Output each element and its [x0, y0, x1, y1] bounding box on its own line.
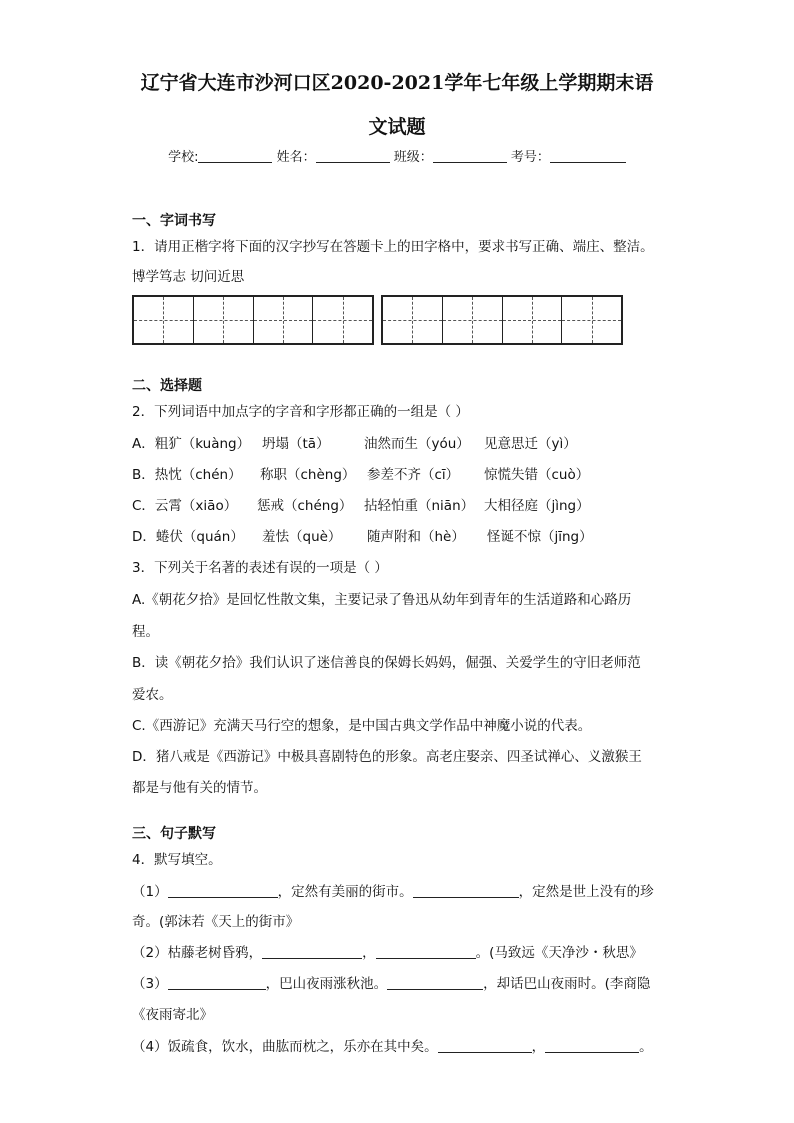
- q4-3-end: ，却话巴山夜雨时。(李商隐: [483, 976, 651, 992]
- q4-item-3-cont: 《夜雨寄北》: [132, 1007, 213, 1023]
- doc-title-line2: 文试题: [368, 116, 426, 138]
- q2-option-item: 惩戒（chéng）: [257, 498, 353, 514]
- section2-heading: 二、选择题: [132, 378, 202, 394]
- q2-option-item: C．云霄（xiāo）: [132, 498, 238, 514]
- q4-1-prefix: （1）: [132, 884, 168, 900]
- fill-blank[interactable]: [545, 1038, 639, 1053]
- q3-option-a-line2: 程。: [132, 624, 159, 640]
- q2-text: 2．下列词语中加点字的字音和字形都正确的一组是（ ）: [132, 404, 469, 420]
- q4-2-mid: ，: [362, 945, 376, 961]
- q3-text: 3．下列关于名著的表述有误的一项是（ ）: [132, 560, 388, 576]
- q4-1-mid: ，定然有美丽的街市。: [277, 884, 413, 900]
- q3-option-d-line1[interactable]: D．猪八戒是《西游记》中极具喜剧特色的形象。高老庄娶亲、四圣试禅心、义激猴王: [132, 749, 642, 765]
- section1-heading: 一、字词书写: [132, 213, 216, 229]
- name-blank[interactable]: [316, 148, 390, 163]
- section3-heading: 三、句子默写: [132, 826, 216, 842]
- q4-item-1: [132, 880, 654, 900]
- q2-option-item: 怪诞不惊（jīng）: [487, 529, 593, 545]
- q4-3-prefix: （3）: [132, 976, 168, 992]
- tian-grid-right[interactable]: [381, 295, 623, 345]
- q4-4-prefix: （4）饭疏食，饮水，曲肱而枕之，乐亦在其中矣。: [132, 1039, 438, 1055]
- q2-option-item: 羞怯（què）: [262, 529, 342, 545]
- q4-2-prefix: （2）枯藤老树昏鸦，: [132, 945, 263, 961]
- q4-4-end: 。: [639, 1039, 653, 1055]
- school-blank[interactable]: [198, 148, 272, 163]
- tian-cell[interactable]: [503, 297, 563, 343]
- q4-4-mid: ，: [531, 1039, 546, 1055]
- q2-option-item: 见意思迁（yì）: [484, 436, 577, 452]
- q2-option-item: A．粗犷（kuàng）: [132, 436, 251, 452]
- q2-option-item: 拈轻怕重（niān）: [364, 498, 475, 514]
- q4-item-4: [132, 1035, 653, 1055]
- fill-blank[interactable]: [413, 883, 519, 898]
- tian-cell[interactable]: [383, 297, 443, 343]
- tian-cell[interactable]: [443, 297, 503, 343]
- q3-option-c[interactable]: C.《西游记》充满天马行空的想象，是中国古典文学作品中神魔小说的代表。: [132, 718, 592, 734]
- q2-option-item: B．热忱（chén）: [132, 467, 242, 483]
- q4-text: 4．默写填空。: [132, 852, 222, 868]
- exam-no-blank[interactable]: [550, 148, 626, 163]
- q2-option-item: 参差不齐（cī）: [367, 467, 460, 483]
- q4-1-end: ，定然是世上没有的珍: [518, 884, 654, 900]
- fill-blank[interactable]: [376, 944, 476, 959]
- q2-option-item: 惊慌失错（cuò）: [484, 467, 590, 483]
- fill-blank[interactable]: [438, 1038, 532, 1053]
- q4-item-3: [132, 972, 650, 992]
- q3-option-b-line1[interactable]: B．读《朝花夕拾》我们认识了迷信善良的保姆长妈妈，倔强、关爱学生的守旧老师范: [132, 655, 641, 671]
- tian-cell[interactable]: [254, 297, 314, 343]
- q4-2-end: 。(马致远《天净沙・秋思》: [475, 945, 643, 961]
- q2-option-item: 坍塌（tā）: [262, 436, 330, 452]
- q2-option-item: 油然而生（yóu）: [364, 436, 470, 452]
- q1-words: 博学笃志 切问近思: [132, 269, 245, 285]
- name-label: 姓名：: [276, 150, 316, 165]
- tian-cell[interactable]: [134, 297, 194, 343]
- tian-grid-left[interactable]: [132, 295, 374, 345]
- class-blank[interactable]: [433, 148, 507, 163]
- q2-option-item: D．蜷伏（quán）: [132, 529, 244, 545]
- q1-text: 1．请用正楷字将下面的汉字抄写在答题卡上的田字格中，要求书写正确、端庄、整洁。: [132, 239, 654, 255]
- q4-item-1-cont: 奇。(郭沫若《天上的街市》: [132, 914, 300, 930]
- q3-option-d-line2: 都是与他有关的情节。: [132, 780, 267, 796]
- tian-cell[interactable]: [562, 297, 621, 343]
- fill-blank[interactable]: [387, 975, 483, 990]
- class-label: 班级：: [393, 150, 433, 165]
- q3-option-a-line1[interactable]: A.《朝花夕拾》是回忆性散文集，主要记录了鲁迅从幼年到青年的生活道路和心路历: [132, 592, 632, 608]
- fill-blank[interactable]: [168, 883, 278, 898]
- tian-cell[interactable]: [313, 297, 372, 343]
- tian-cell[interactable]: [194, 297, 254, 343]
- q4-3-mid: ，巴山夜雨涨秋池。: [265, 976, 388, 992]
- q2-option-item: 大相径庭（jìng）: [484, 498, 590, 514]
- q2-option-item: 称职（chèng）: [260, 467, 356, 483]
- school-label: 学校:: [168, 150, 199, 165]
- doc-title-line1: 辽宁省大连市沙河口区2020-2021学年七年级上学期期末语: [140, 72, 654, 94]
- fill-blank[interactable]: [262, 944, 362, 959]
- fill-blank[interactable]: [168, 975, 266, 990]
- q2-option-item: 随声附和（hè）: [367, 529, 465, 545]
- student-info-line: [0, 146, 794, 165]
- exam-no-label: 考号：: [510, 150, 550, 165]
- q3-option-b-line2: 爱农。: [132, 687, 173, 703]
- q4-item-2: [132, 941, 643, 961]
